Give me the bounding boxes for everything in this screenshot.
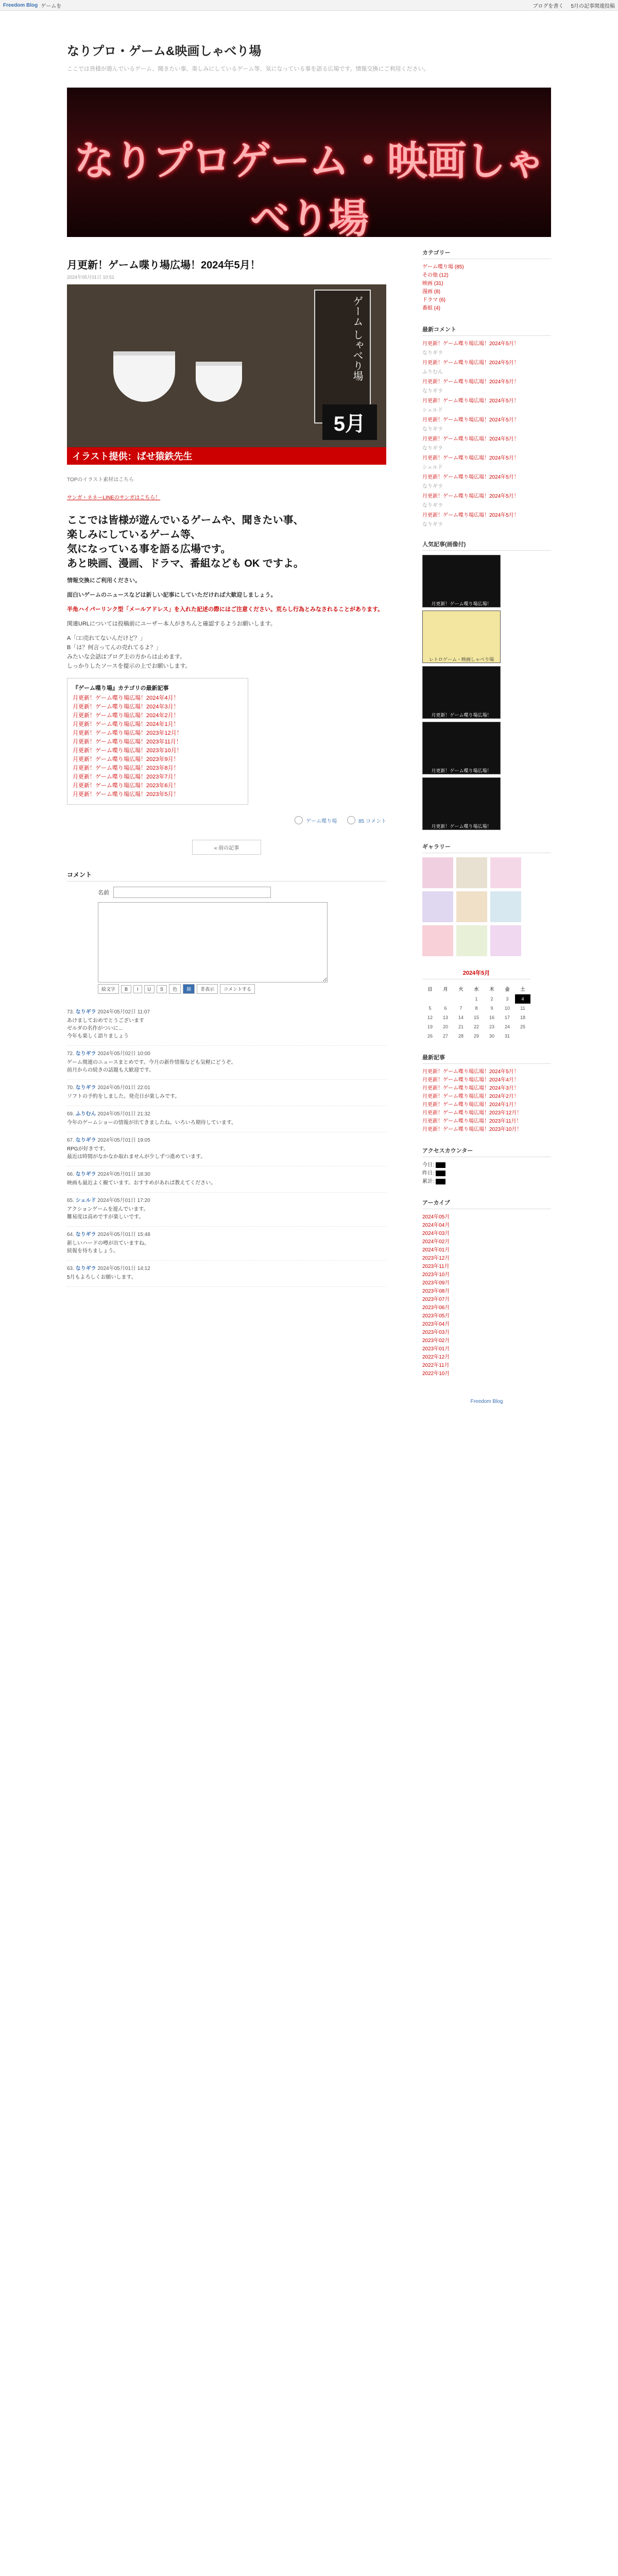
archive-link[interactable]: 2024年05月 xyxy=(422,1214,450,1220)
archive-link[interactable]: 2022年10月 xyxy=(422,1371,450,1377)
recent-comment-author: なりギラ xyxy=(422,446,443,451)
calendar-day: 15 xyxy=(473,1015,479,1020)
related-post-link[interactable]: 月更新！ゲーム喋り場広場！2024年4月！ xyxy=(73,695,179,701)
popular-post-thumb[interactable] xyxy=(422,555,501,607)
recent-comment-author: なりギラ xyxy=(422,350,443,356)
comment-item xyxy=(67,1261,386,1287)
bowl-illustration xyxy=(196,362,242,402)
comment-item xyxy=(67,1166,386,1193)
name-row xyxy=(98,887,386,898)
weekday-label: 金 xyxy=(505,987,510,992)
recent-comment-link[interactable]: 月更新！ゲーム喋り場広場！2024年5月！ xyxy=(422,455,519,461)
gallery-thumb[interactable] xyxy=(422,857,453,888)
name-label: 名前 xyxy=(98,890,109,896)
recent-comment-link[interactable]: 月更新！ゲーム喋り場広場！2024年5月！ xyxy=(422,398,519,404)
calendar-day: 27 xyxy=(442,1033,448,1039)
weekday-label: 土 xyxy=(520,987,525,992)
banner-text: なりプロゲーム・映画しゃべり場 xyxy=(74,138,544,237)
recent-post-link[interactable]: 月更新！ゲーム喋り場広場！2024年4月！ xyxy=(422,1077,519,1083)
counter-today-label: 今日: xyxy=(422,1162,434,1168)
comment-item xyxy=(67,1132,386,1166)
comment-date: 2024年05月01日 17:20 xyxy=(97,1198,150,1204)
category-tag-label: ゲーム喋り場 xyxy=(306,818,337,824)
calendar-day: 21 xyxy=(458,1024,464,1029)
archive-link[interactable]: 2023年02月 xyxy=(422,1338,450,1344)
comment-header xyxy=(67,1230,386,1238)
comment-author[interactable]: なりギラ xyxy=(75,1051,96,1057)
archive-link[interactable]: 2024年03月 xyxy=(422,1231,450,1236)
archive-link[interactable]: 2023年09月 xyxy=(422,1280,450,1286)
content-layout xyxy=(67,248,551,1425)
archive-link[interactable]: 2024年04月 xyxy=(422,1223,450,1228)
eyecatch-vertical-text: ゲーム しゃべり場 xyxy=(314,290,371,423)
gallery-heading: ギャラリー xyxy=(422,842,551,853)
comment-text: 新しいハードの噂が出ていますね。 続報を待ちましょう。 xyxy=(67,1241,149,1254)
comment-number: 63. xyxy=(67,1266,74,1272)
comment-author[interactable]: なりギラ xyxy=(75,1085,96,1091)
recent-comment-author: なりギラ xyxy=(422,388,443,394)
comment-header xyxy=(67,1170,386,1177)
related-post-link[interactable]: 月更新！ゲーム喋り場広場！2023年7月！ xyxy=(73,774,179,780)
calendar-day: 7 xyxy=(459,1006,462,1011)
calendar-day xyxy=(515,1031,530,1041)
comment-date: 2024年05月01日 22:01 xyxy=(97,1085,150,1091)
category-link[interactable]: 漫画 (8) xyxy=(422,289,440,295)
archive-link[interactable]: 2023年12月 xyxy=(422,1256,450,1261)
recent-post-link[interactable]: 月更新！ゲーム喋り場広場！2024年3月！ xyxy=(422,1086,519,1091)
calendar-day: 28 xyxy=(458,1033,464,1039)
calendar-day: 20 xyxy=(442,1024,448,1029)
calendar-day: 18 xyxy=(520,1015,525,1020)
page-wrapper xyxy=(67,11,551,1425)
comment-header xyxy=(67,1264,386,1272)
recent-comment-link[interactable]: 月更新！ゲーム喋り場広場！2024年5月！ xyxy=(422,417,519,423)
recent-comment-author: なりギラ xyxy=(422,522,443,528)
comment-header xyxy=(67,1196,386,1204)
comment-text: あけましておめでとうございます ゼルダの名作がついに... 今年も楽しく語りましょう xyxy=(67,1018,144,1039)
related-post-link[interactable]: 月更新！ゲーム喋り場広場！2023年8月！ xyxy=(73,765,179,771)
name-input[interactable] xyxy=(113,887,271,898)
popular-post-title: レトロゲーム・映画しゃべり場 xyxy=(428,657,494,662)
calendar-day: 26 xyxy=(427,1033,433,1039)
archive-link[interactable]: 2023年08月 xyxy=(422,1289,450,1294)
gallery-thumb[interactable] xyxy=(422,891,453,922)
recent-comment-author: シェルド xyxy=(422,465,443,470)
calendar-day xyxy=(438,994,453,1004)
comment-header xyxy=(67,1007,386,1015)
warning-text: 半角ハイパーリンク型「メールアドレス」を入れた記述の際にはご注意ください。荒らし行為とみなされることがあります。 xyxy=(67,606,384,613)
post-title[interactable]: 月更新！ゲーム喋り場広場！2024年5月！ xyxy=(67,260,261,271)
calendar-day: 16 xyxy=(489,1015,494,1020)
credit-line xyxy=(67,493,386,501)
body-paragraph: 関連URLについては投稿前にユーザー本人がきちんと確認するようお願いします。 xyxy=(67,621,276,627)
recent-comment-author: なりギラ xyxy=(422,503,443,509)
credit-text: TOPのイラスト素材はこちら xyxy=(67,477,134,483)
strike-button[interactable]: S xyxy=(157,985,167,993)
recent-comment-link[interactable]: 月更新！ゲーム喋り場広場！2024年5月！ xyxy=(422,360,519,366)
counter-total-label: 累計: xyxy=(422,1179,434,1184)
eyecatch-image xyxy=(67,284,386,465)
archive-link[interactable]: 2024年01月 xyxy=(422,1247,450,1253)
color-button[interactable]: 色 xyxy=(169,984,181,994)
underline-button[interactable]: U xyxy=(144,985,155,993)
popular-posts-heading: 人気記事(画像付) xyxy=(422,540,551,551)
recent-comments-box xyxy=(422,325,551,528)
comment-author[interactable]: なりギラ xyxy=(75,1138,96,1143)
weekday-label: 月 xyxy=(443,987,448,992)
comment-header xyxy=(67,1109,386,1117)
eyecatch-caption: イラスト提供：ぱせ猿鉄先生 xyxy=(67,447,386,465)
recent-post-link[interactable]: 月更新！ゲーム喋り場広場！2024年1月！ xyxy=(422,1102,519,1108)
related-post-link[interactable]: 月更新！ゲーム喋り場広場！2023年12月！ xyxy=(73,730,182,736)
popular-post-thumb[interactable] xyxy=(422,666,501,719)
calendar-day: 11 xyxy=(520,1006,525,1011)
archive-heading: アーカイブ xyxy=(422,1198,551,1209)
comment-header xyxy=(67,1049,386,1057)
related-post-link[interactable]: 月更新！ゲーム喋り場広場！2023年11月！ xyxy=(73,739,182,745)
comment-number: 67. xyxy=(67,1138,74,1143)
counter-digits xyxy=(436,1179,445,1184)
post-tags xyxy=(67,816,386,824)
archive-link[interactable]: 2023年04月 xyxy=(422,1321,450,1327)
calendar-day xyxy=(422,994,438,1004)
categories-box xyxy=(422,248,551,313)
comment-text: RPGが好きです。 最近は時間がなかなか取れませんが少しずつ進めています。 xyxy=(67,1146,206,1160)
counter-today xyxy=(422,1161,551,1170)
qa-line: みたいな会話はブログ主の方からは止めます。 xyxy=(67,654,186,660)
submit-comment-button[interactable]: コメントする xyxy=(220,984,255,994)
related-posts-box xyxy=(67,678,248,805)
counter-digits xyxy=(436,1162,445,1168)
main-column xyxy=(67,248,386,1425)
recent-post-link[interactable]: 月更新！ゲーム喋り場広場！2023年11月！ xyxy=(422,1118,522,1124)
recent-post-link[interactable]: 月更新！ゲーム喋り場広場！2023年12月！ xyxy=(422,1110,522,1116)
comment-item xyxy=(67,1227,386,1261)
comment-item xyxy=(67,1004,386,1046)
comment-count-tag[interactable] xyxy=(347,816,386,824)
recent-comment-author: ふりむん xyxy=(422,369,443,375)
comment-number: 70. xyxy=(67,1085,74,1091)
comment-toolbar xyxy=(98,984,386,994)
counter-yesterday xyxy=(422,1170,551,1178)
calendar-day: 23 xyxy=(489,1024,494,1029)
archive-link[interactable]: 2023年10月 xyxy=(422,1272,450,1278)
calendar-day: 31 xyxy=(504,1033,510,1039)
qa-line: しっかりしたソースを提示の上でお願いします。 xyxy=(67,663,191,669)
calendar-day: 3 xyxy=(506,996,509,1002)
gallery-box xyxy=(422,842,551,956)
related-post-link[interactable]: 月更新！ゲーム喋り場広場！2023年10月！ xyxy=(73,748,182,754)
popular-post-title: 月更新！ゲーム喋り場広場！ xyxy=(431,713,492,718)
recent-comment-link[interactable]: 月更新！ゲーム喋り場広場！2024年5月！ xyxy=(422,494,519,499)
comment-form xyxy=(98,887,386,994)
face-button[interactable]: 顔 xyxy=(183,984,195,994)
counter-digits xyxy=(436,1171,445,1176)
body-paragraph: 面白いゲームのニュースなどは新しい記事にしていただければ大歓迎しましょう。 xyxy=(67,592,277,598)
calendar-day: 8 xyxy=(475,1006,478,1011)
lead-line: 楽しみにしているゲーム等、 xyxy=(67,529,201,540)
categories-heading: カテゴリー xyxy=(422,248,551,259)
site-title[interactable]: なりプロ・ゲーム&映画しゃべり場 xyxy=(67,44,262,58)
comment-date: 2024年05月02日 11:07 xyxy=(97,1009,150,1015)
calendar-day: 29 xyxy=(473,1033,479,1039)
lead-small: 情報交換にご利用ください。 xyxy=(67,578,141,584)
comment-author[interactable]: ふりむん xyxy=(75,1111,96,1117)
archive-link[interactable]: 2023年03月 xyxy=(422,1330,450,1335)
related-post-link[interactable]: 月更新！ゲーム喋り場広場！2024年2月！ xyxy=(73,713,179,719)
archive-link[interactable]: 2023年06月 xyxy=(422,1305,450,1311)
comment-author[interactable]: なりギラ xyxy=(75,1172,96,1177)
comment-date: 2024年05月01日 19:05 xyxy=(97,1138,150,1143)
comment-text: ソフトの予約をしました。発売日が楽しみです。 xyxy=(67,1094,180,1099)
calendar-heading: 2024年5月 xyxy=(422,969,530,979)
recent-comment-link[interactable]: 月更新！ゲーム喋り場広場！2024年5月！ xyxy=(422,436,519,442)
prev-post-button[interactable]: « 前の記事 xyxy=(192,840,261,855)
recent-comments-heading: 最新コメント xyxy=(422,325,551,336)
eyecatch-month: 5月 xyxy=(322,404,377,440)
qa-line: B「は？何言ってんの売れてるよ？」 xyxy=(67,645,162,651)
calendar-day: 10 xyxy=(504,1006,510,1011)
archive-link[interactable]: 2024年02月 xyxy=(422,1239,450,1245)
archive-link[interactable]: 2022年12月 xyxy=(422,1354,450,1360)
write-blog-link[interactable]: ブログを書く xyxy=(533,3,564,9)
calendar-day[interactable]: 1 xyxy=(475,996,478,1002)
gallery-thumb[interactable] xyxy=(490,891,521,922)
archive-box xyxy=(422,1198,551,1378)
recent-comment-link[interactable]: 月更新！ゲーム喋り場広場！2024年5月！ xyxy=(422,513,519,518)
popular-post-thumb[interactable] xyxy=(422,722,501,774)
comment-number: 66. xyxy=(67,1172,74,1177)
comment-item xyxy=(67,1106,386,1132)
topbar-user[interactable]: ゲームを xyxy=(41,3,62,9)
access-counter-box xyxy=(422,1146,551,1186)
recent-posts-heading: 最新記事 xyxy=(422,1053,551,1064)
calendar-day: 5 xyxy=(428,1006,432,1011)
comment-text: アクションゲームを遊んでいます。 難易度は高めですが楽しいです。 xyxy=(67,1207,149,1220)
comment-icon xyxy=(347,816,355,824)
comment-number: 73. xyxy=(67,1009,74,1015)
comment-date: 2024年05月01日 15:48 xyxy=(97,1232,150,1238)
related-posts-heading: 『ゲーム喋り場』カテゴリの最新記事 xyxy=(73,685,169,691)
sidebar xyxy=(422,248,551,1425)
calendar-today: 4 xyxy=(515,994,530,1004)
calendar-day: 13 xyxy=(442,1015,448,1020)
comment-item xyxy=(67,1193,386,1227)
popular-post-thumb[interactable] xyxy=(422,611,501,663)
weekday-label: 水 xyxy=(474,987,479,992)
archive-link[interactable]: 2023年07月 xyxy=(422,1297,450,1302)
calendar-day: 17 xyxy=(504,1015,510,1020)
gallery-thumb[interactable] xyxy=(456,857,487,888)
category-link[interactable]: ドラマ (6) xyxy=(422,297,445,303)
recent-comment-author: シェルド xyxy=(422,408,443,413)
comment-date: 2024年05月01日 14:12 xyxy=(97,1266,150,1272)
brand-logo[interactable]: Freedom Blog xyxy=(3,2,38,8)
comment-number: 72. xyxy=(67,1051,74,1057)
related-post-link[interactable]: 月更新！ゲーム喋り場広場！2024年1月！ xyxy=(73,721,179,727)
comment-number: 65. xyxy=(67,1198,74,1204)
recent-post-link[interactable]: 月更新！ゲーム喋り場広場！2024年5月！ xyxy=(422,1069,519,1075)
category-link[interactable]: ゲーム喋り場 (85) xyxy=(422,264,464,270)
calendar-day: 14 xyxy=(458,1015,464,1020)
comment-item xyxy=(67,1046,386,1080)
calendar-day: 2 xyxy=(490,996,493,1002)
category-link[interactable]: 映画 (31) xyxy=(422,281,443,286)
gallery-thumb[interactable] xyxy=(490,857,521,888)
archive-link[interactable]: 2023年11月 xyxy=(422,1264,450,1269)
calendar-day: 24 xyxy=(504,1024,510,1029)
recent-comment-author: なりギラ xyxy=(422,484,443,489)
category-tag[interactable] xyxy=(295,816,337,824)
access-counter-heading: アクセスカウンター xyxy=(422,1146,551,1157)
popular-post-title: 月更新！ゲーム喋り場広場！ xyxy=(431,768,492,773)
calendar-day: 9 xyxy=(490,1006,493,1011)
calendar-day: 22 xyxy=(473,1024,479,1029)
qa-block xyxy=(67,634,386,671)
comment-number: 69. xyxy=(67,1111,74,1117)
comment-item xyxy=(67,1080,386,1106)
comment-author[interactable]: なりギラ xyxy=(75,1266,96,1272)
recent-comment-link[interactable]: 月更新！ゲーム喋り場広場！2024年5月！ xyxy=(422,379,519,385)
comment-date: 2024年05月01日 18:30 xyxy=(97,1172,150,1177)
calendar-day: 25 xyxy=(520,1024,525,1029)
credit-link[interactable]: サンガ・ネネーLINEのサンガはこちら！ xyxy=(67,495,161,501)
counter-total xyxy=(422,1178,551,1186)
popular-post-title: 月更新！ゲーム喋り場広場！ xyxy=(431,824,492,829)
weekday-label: 火 xyxy=(458,987,464,992)
header-banner[interactable] xyxy=(67,88,551,237)
topbar-links xyxy=(533,2,615,9)
counter-yesterday-label: 昨日: xyxy=(422,1171,434,1176)
lead-line: 気になっている事を語る広場です。 xyxy=(67,544,231,555)
calendar-day xyxy=(453,994,469,1004)
bowl-illustration xyxy=(113,351,175,402)
lead-line: ここでは皆様が遊んでいるゲームや、聞きたい事、 xyxy=(67,515,304,526)
comment-header xyxy=(67,1083,386,1091)
site-description: ここでは皆様が遊んでいるゲーム、聞きたい事、楽しみにしているゲーム等、気になっている事を語る広場です。情報交換にご利用ください。 xyxy=(67,66,430,72)
comment-number: 64. xyxy=(67,1232,74,1238)
comment-list xyxy=(67,1004,386,1287)
lead-line: あと映画、漫画、ドラマ、番組なども OK ですよ。 xyxy=(67,558,304,569)
hide-checkbox[interactable]: 非表示 xyxy=(197,984,218,994)
calendar-table xyxy=(422,984,530,1041)
emoji-button[interactable]: 絵文字 xyxy=(98,984,119,994)
post-date: 2024年05月01日 10:51 xyxy=(67,275,115,280)
related-post-link[interactable]: 月更新！ゲーム喋り場広場！2024年3月！ xyxy=(73,704,179,710)
related-post-link[interactable]: 月更新！ゲーム喋り場広場！2023年9月！ xyxy=(73,756,179,762)
archive-link[interactable]: 2022年11月 xyxy=(422,1363,450,1368)
top-bar xyxy=(0,0,618,11)
comments-heading: コメント xyxy=(67,870,386,882)
comment-author[interactable]: なりギラ xyxy=(75,1232,96,1238)
gallery-thumb[interactable] xyxy=(422,925,453,956)
recent-post-link[interactable]: 月更新！ゲーム喋り場広場！2023年10月！ xyxy=(422,1127,522,1132)
comment-author[interactable]: なりギラ xyxy=(75,1009,96,1015)
archive-link[interactable]: 2023年01月 xyxy=(422,1346,450,1352)
archive-link[interactable]: 2023年05月 xyxy=(422,1313,450,1319)
calendar-day: 12 xyxy=(427,1015,433,1020)
gallery-thumb[interactable] xyxy=(456,925,487,956)
footer-brand[interactable]: Freedom Blog xyxy=(470,1399,503,1404)
comment-date: 2024年05月01日 21:32 xyxy=(97,1111,150,1117)
category-link[interactable]: その他 (12) xyxy=(422,273,449,278)
recent-post-link[interactable]: 月更新！ゲーム喋り場広場！2024年2月！ xyxy=(422,1094,519,1099)
comment-text: 5月もよろしくお願いします。 xyxy=(67,1275,136,1280)
italic-button[interactable]: I xyxy=(133,985,142,993)
related-post-link[interactable]: 月更新！ゲーム喋り場広場！2023年5月！ xyxy=(73,791,179,798)
comment-text: ゲーム関連のニュースまとめです。今月の新作情報なども気軽にどうぞ。 前月からの続きの話題も大歓迎です。 xyxy=(67,1060,236,1073)
comment-text: 映画も最近よく観ています。おすすめがあれば教えてください。 xyxy=(67,1180,216,1186)
calendar-day: 6 xyxy=(444,1006,447,1011)
gallery-thumb[interactable] xyxy=(490,925,521,956)
category-link[interactable]: 番組 (4) xyxy=(422,306,440,311)
popular-post-title: 月更新！ゲーム喋り場広場！ xyxy=(431,601,492,606)
post-lead xyxy=(67,513,386,571)
recent-comment-author: なりギラ xyxy=(422,427,443,432)
weekday-label: 日 xyxy=(427,987,433,992)
related-post-link[interactable]: 月更新！ゲーム喋り場広場！2023年6月！ xyxy=(73,783,179,789)
folder-icon xyxy=(295,816,303,824)
calendar-day: 30 xyxy=(489,1033,494,1039)
recent-posts-box xyxy=(422,1053,551,1134)
gallery-thumb[interactable] xyxy=(456,891,487,922)
comment-date: 2024年05月02日 10:00 xyxy=(97,1051,150,1057)
related-posts-link[interactable]: 5月の記事関連投稿 xyxy=(571,3,615,9)
comment-count-label: 85 コメント xyxy=(358,818,386,824)
comment-header xyxy=(67,1136,386,1143)
recent-comment-link[interactable]: 月更新！ゲーム喋り場広場！2024年5月！ xyxy=(422,474,519,480)
weekday-label: 木 xyxy=(489,987,494,992)
gallery-grid xyxy=(422,857,551,956)
bold-button[interactable]: B xyxy=(121,985,131,993)
calendar-day: 19 xyxy=(427,1024,433,1029)
comment-text: 今年のゲームショーの情報が出てきましたね。いろいろ期待しています。 xyxy=(67,1120,236,1126)
popular-posts-box xyxy=(422,540,551,830)
calendar-box xyxy=(422,969,530,1041)
qa-line: A「□□売れてないんだけど？」 xyxy=(67,635,146,641)
popular-post-thumb[interactable] xyxy=(422,777,501,830)
comment-author[interactable]: シェルド xyxy=(75,1198,96,1204)
recent-comment-link[interactable]: 月更新！ゲーム喋り場広場！2024年5月！ xyxy=(422,341,519,347)
comment-textarea[interactable] xyxy=(98,902,328,982)
